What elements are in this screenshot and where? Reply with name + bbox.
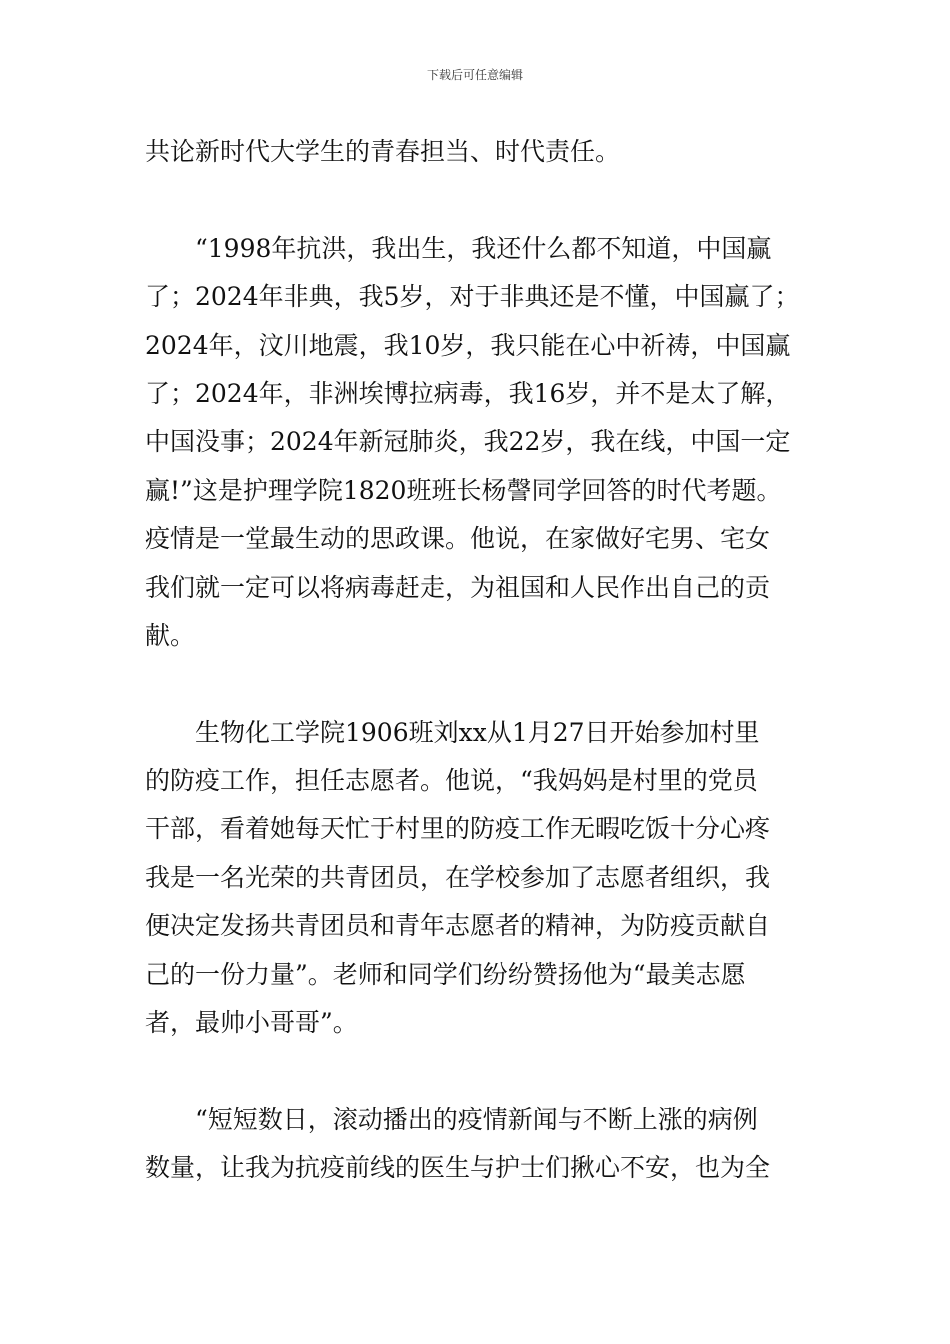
paragraph-continuation xyxy=(145,128,807,176)
text-line: 己的一份力量”。老师和同学们纷纷赞扬他为“最美志愿 xyxy=(145,959,746,989)
paragraph-gap xyxy=(145,1047,807,1095)
paragraph-news xyxy=(145,1096,807,1193)
text-line: 2024年，汶川地震，我10岁，我只能在心中祈祷，中国赢 xyxy=(145,330,791,360)
text-line: 我是一名光荣的共青团员，在学校参加了志愿者组织，我 xyxy=(145,862,771,892)
text-line: 的防疫工作，担任志愿者。他说，“我妈妈是村里的党员 xyxy=(145,766,758,796)
text-line: 生物化工学院1906班刘xx从1月27日开始参加村里 xyxy=(195,717,760,747)
text-line: 献。 xyxy=(145,620,196,650)
paragraph-gap xyxy=(145,660,807,708)
document-body xyxy=(145,128,807,1193)
text-line: “短短数日，滚动播出的疫情新闻与不断上涨的病例 xyxy=(195,1104,758,1134)
text-line: 赢!”这是护理学院1820班班长杨謦同学回答的时代考题。 xyxy=(145,475,782,505)
text-line: 共论新时代大学生的青春担当、时代责任。 xyxy=(145,137,621,166)
text-line: 疫情是一堂最生动的思政课。他说，在家做好宅男、宅女 xyxy=(145,524,771,554)
text-line: 我们就一定可以将病毒赶走，为祖国和人民作出自己的贡 xyxy=(145,572,771,602)
text-line: 了；2024年，非洲埃博拉病毒，我16岁，并不是太了解， xyxy=(145,378,791,408)
text-line: 了；2024年非典，我5岁，对于非典还是不懂，中国赢了； xyxy=(145,282,800,312)
text-line: 便决定发扬共青团员和青年志愿者的精神，为防疫贡献自 xyxy=(145,911,771,941)
text-line: 者，最帅小哥哥”。 xyxy=(145,1008,358,1038)
paragraph-quote-exam xyxy=(145,225,807,661)
text-line: 数量，让我为抗疫前线的医生与护士们揪心不安，也为全 xyxy=(145,1153,771,1183)
paragraph-gap xyxy=(145,176,807,224)
page-header: 下载后可任意编辑 xyxy=(426,68,523,82)
paragraph-volunteer xyxy=(145,709,807,1048)
text-line: 中国没事；2024年新冠肺炎，我22岁，我在线，中国一定 xyxy=(145,427,791,457)
text-line: “1998年抗洪，我出生，我还什么都不知道，中国赢 xyxy=(195,233,772,263)
text-line: 干部，看着她每天忙于村里的防疫工作无暇吃饭十分心疼 xyxy=(145,814,771,844)
